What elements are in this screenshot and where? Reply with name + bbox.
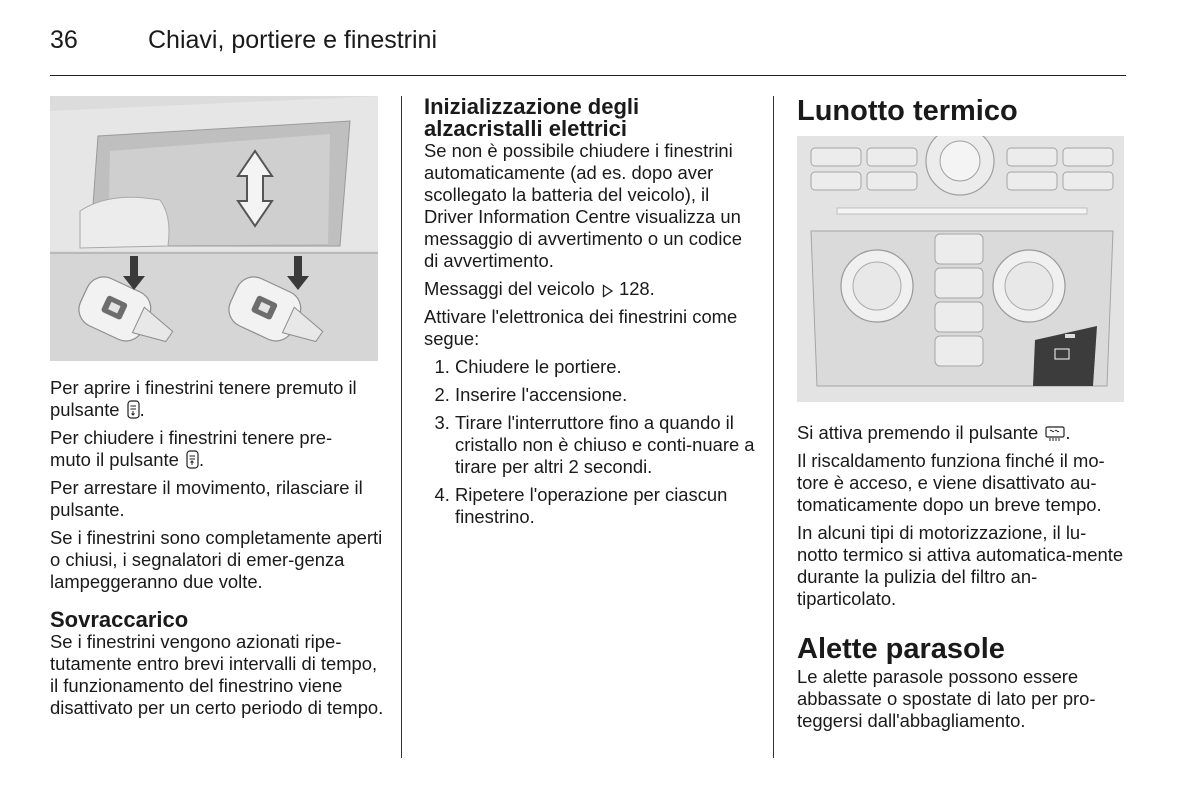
- window-key-illustration: [50, 96, 378, 361]
- column-divider: [401, 96, 402, 758]
- window-close-icon: [186, 450, 199, 469]
- column-middle: [424, 96, 760, 534]
- paragraph-text: muto il pulsante: [50, 449, 179, 470]
- climate-control-panel-illustration: [797, 136, 1124, 402]
- page-title: Chiavi, portiere e finestrini: [148, 26, 438, 54]
- paragraph: Si attiva premendo il pulsante .: [797, 422, 1071, 443]
- page-reference: 128.: [618, 278, 655, 299]
- paragraph: Per aprire i finestrini tenere premuto il pulsante .: [50, 377, 357, 420]
- paragraph: Per arrestare il movimento, rilasciare il pulsante.: [50, 477, 363, 520]
- paragraph: Se non è possibile chiudere i finestrini automaticamente (ad es. dopo aver scollegato la batteria del veicolo), il Driver Information Centre visualizza un messaggio di avvertimento o un codice di avvertimento.: [424, 140, 742, 271]
- list-item: 2. Inserire l'accensione.: [455, 384, 760, 406]
- section-heading-sun-visors: Alette parasole: [797, 633, 1005, 665]
- section-heading-rear-window: Lunotto termico: [797, 95, 1018, 127]
- paragraph: [424, 278, 760, 300]
- paragraph: Il riscaldamento funziona finché il mo-tore è acceso, e viene disattivato au-tomaticamente dopo un breve tempo.: [797, 450, 1105, 515]
- window-open-icon: [127, 400, 140, 419]
- paragraph-text: Per chiudere i finestrini tenere pre-: [50, 427, 333, 448]
- paragraph: Attivare l'elettronica dei finestrini come segue:: [424, 306, 738, 349]
- list-item: 1. Chiudere le portiere.: [455, 356, 760, 378]
- paragraph-text: Si attiva premendo il pulsante: [797, 422, 1039, 443]
- paragraph: In alcuni tipi di motorizzazione, il lu-notto termico si attiva automatica-mente durante la pulizia del filtro an-tiparticolato.: [797, 522, 1124, 609]
- section-heading-overload: Sovraccarico: [50, 607, 189, 632]
- list-item: 4. Ripetere l'operazione per ciascun finestrino.: [455, 484, 760, 528]
- column-divider: [773, 96, 774, 758]
- paragraph-text: Messaggi del veicolo: [424, 278, 595, 299]
- page-reference-arrow-icon: [602, 284, 614, 298]
- list-item: 3. Tirare l'interruttore fino a quando il cristallo non è chiuso e conti-nuare a tirare per altri 2 secondi.: [455, 412, 760, 478]
- header-divider: [50, 75, 1126, 76]
- paragraph: Le alette parasole possono essere abbassate o spostate di lato per pro-teggersi dall'abbagliamento.: [797, 666, 1096, 731]
- column-left: [50, 377, 386, 725]
- paragraph: Se i finestrini vengono azionati ripe-tutamente entro brevi intervalli di tempo, il funzionamento del finestrino viene disattivato per un certo periodo di tempo.: [50, 631, 384, 718]
- paragraph: Se i finestrini sono completamente aperti o chiusi, i segnalatori di emer-genza lampeggeranno due volte.: [50, 527, 383, 592]
- instruction-list: [424, 356, 760, 528]
- paragraph: Per chiudere i finestrini tenere pre- muto il pulsante .: [50, 427, 333, 470]
- rear-window-heating-icon: [1045, 426, 1065, 442]
- paragraph-text: Per aprire i finestrini tenere premuto il pulsante: [50, 377, 357, 420]
- section-heading-initialization: Inizializzazione degli alzacristalli elettrici: [424, 94, 640, 141]
- column-right: [797, 96, 1127, 738]
- page-number: 36: [50, 26, 78, 54]
